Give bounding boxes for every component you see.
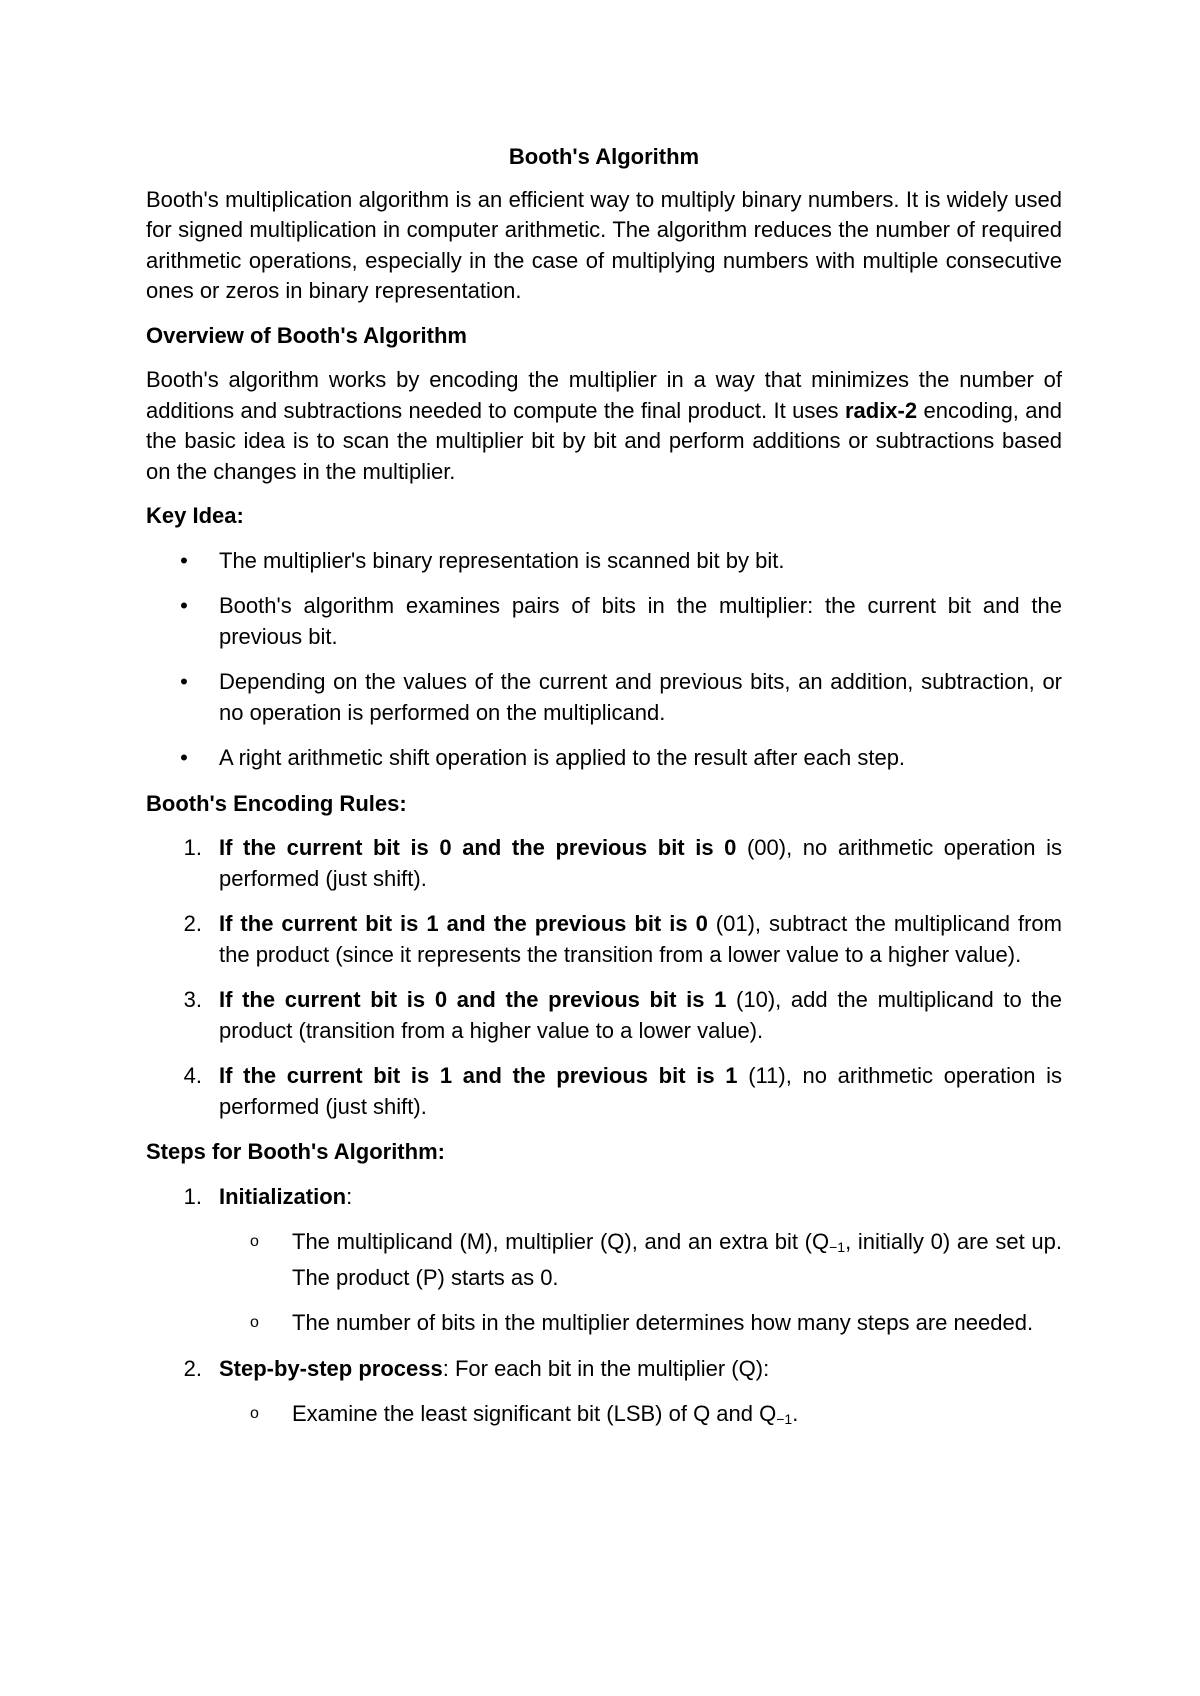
encoding-rules-heading: Booth's Encoding Rules: — [146, 790, 407, 816]
overview-paragraph — [146, 365, 1062, 487]
key-idea-item — [146, 667, 1062, 728]
key-idea-list — [146, 546, 1062, 774]
rule-item — [146, 1061, 1062, 1122]
subitem-text: The number of bits in the multiplier determines how many steps are needed. — [292, 1310, 1034, 1335]
rule-condition: If the current bit is 1 and the previous bit is 1 — [219, 1063, 738, 1088]
rule-condition: If the current bit is 1 and the previous bit is 0 — [219, 911, 708, 936]
rule-item — [146, 833, 1062, 894]
subitem-text-b: . — [792, 1401, 799, 1426]
step-text: : For each bit in the multiplier (Q): — [442, 1355, 770, 1381]
key-idea-text: Depending on the values of the current and previous bits, an addition, subtraction, or no operation is performed on the multiplicand. — [219, 669, 1062, 725]
overview-bold-term: radix-2 — [844, 397, 918, 423]
bullet-icon: • — [180, 745, 188, 770]
steps-heading: Steps for Booth's Algorithm: — [146, 1139, 445, 1164]
key-idea-item — [146, 546, 1062, 577]
rule-text: (10), add the multiplicand to the product (transition from a higher value to a lower value). — [219, 987, 1063, 1043]
rule-text: (11), no arithmetic operation is performed (just shift). — [219, 1063, 1063, 1119]
intro-paragraph: Booth's multiplication algorithm is an efficient way to multiply binary numbers. It is widely used for signed multiplication in computer arithmetic. The algorithm reduces the number of required arithmetic operations, especially in the case of multiplying numbers with multiple consecutive ones or zeros in binary representation. — [146, 186, 1062, 303]
steps-list — [146, 1182, 1062, 1435]
rule-text: (00), no arithmetic operation is performed (just shift). — [219, 835, 1062, 891]
rule-condition: If the current bit is 0 and the previous bit is 1 — [219, 987, 727, 1012]
key-idea-item — [146, 591, 1062, 652]
step-subitem — [146, 1227, 1062, 1293]
subscript: −1 — [776, 1411, 793, 1427]
document-title: Booth's Algorithm — [508, 144, 700, 169]
rule-item — [146, 985, 1062, 1046]
rule-number: 1. — [183, 835, 202, 860]
bullet-icon: • — [180, 669, 188, 694]
circle-bullet-icon: o — [250, 1314, 259, 1331]
step-title: Initialization — [219, 1183, 347, 1209]
encoding-rules-list — [146, 833, 1062, 1122]
overview-text-before: Booth's algorithm works by encoding the multiplier in a way that minimizes the number of additions and subtractions needed to compute the final product. It uses — [146, 367, 1062, 423]
bullet-icon: • — [180, 547, 188, 573]
step-text: : — [346, 1183, 353, 1209]
bullet-icon: • — [180, 593, 188, 618]
circle-bullet-icon: o — [250, 1405, 259, 1422]
overview-heading: Overview of Booth's Algorithm — [146, 322, 467, 348]
rule-condition: If the current bit is 0 and the previous bit is 0 — [219, 835, 737, 860]
overview-text-after: encoding, and the basic idea is to scan the multiplier bit by bit and perform additions or subtractions based on the changes in the multiplier. — [146, 397, 1063, 484]
circle-bullet-icon: o — [250, 1233, 259, 1250]
step-subitem — [146, 1399, 1062, 1435]
key-idea-text: The multiplier's binary representation is scanned bit by bit. — [219, 547, 785, 573]
step-subitem — [146, 1308, 1062, 1339]
key-idea-heading: Key Idea: — [146, 503, 244, 528]
step-item — [146, 1354, 1062, 1385]
rule-item — [146, 909, 1062, 970]
subitem-text-b: , initially 0) are set up. The product (P) starts as 0. — [292, 1229, 1062, 1290]
key-idea-item — [146, 743, 1062, 774]
document-body — [146, 142, 1062, 1450]
step-number: 2. — [183, 1355, 202, 1381]
rule-number: 2. — [183, 911, 202, 936]
rule-number: 4. — [183, 1063, 202, 1088]
step-title: Step-by-step process — [219, 1355, 443, 1381]
subitem-text-a: The multiplicand (M), multiplier (Q), and an extra bit (Q — [292, 1229, 830, 1254]
rule-number: 3. — [183, 987, 202, 1012]
key-idea-text: Booth's algorithm examines pairs of bits in the multiplier: the current bit and the previous bit. — [219, 593, 1062, 649]
rule-text: (01), subtract the multiplicand from the product (since it represents the transition from a lower value to a higher value). — [219, 911, 1062, 967]
step-number: 1. — [183, 1183, 202, 1209]
key-idea-text: A right arithmetic shift operation is applied to the result after each step. — [219, 745, 906, 770]
subitem-text-a: Examine the least significant bit (LSB) of Q and Q — [292, 1401, 777, 1426]
subscript: −1 — [829, 1239, 846, 1255]
step-item — [146, 1182, 1062, 1213]
